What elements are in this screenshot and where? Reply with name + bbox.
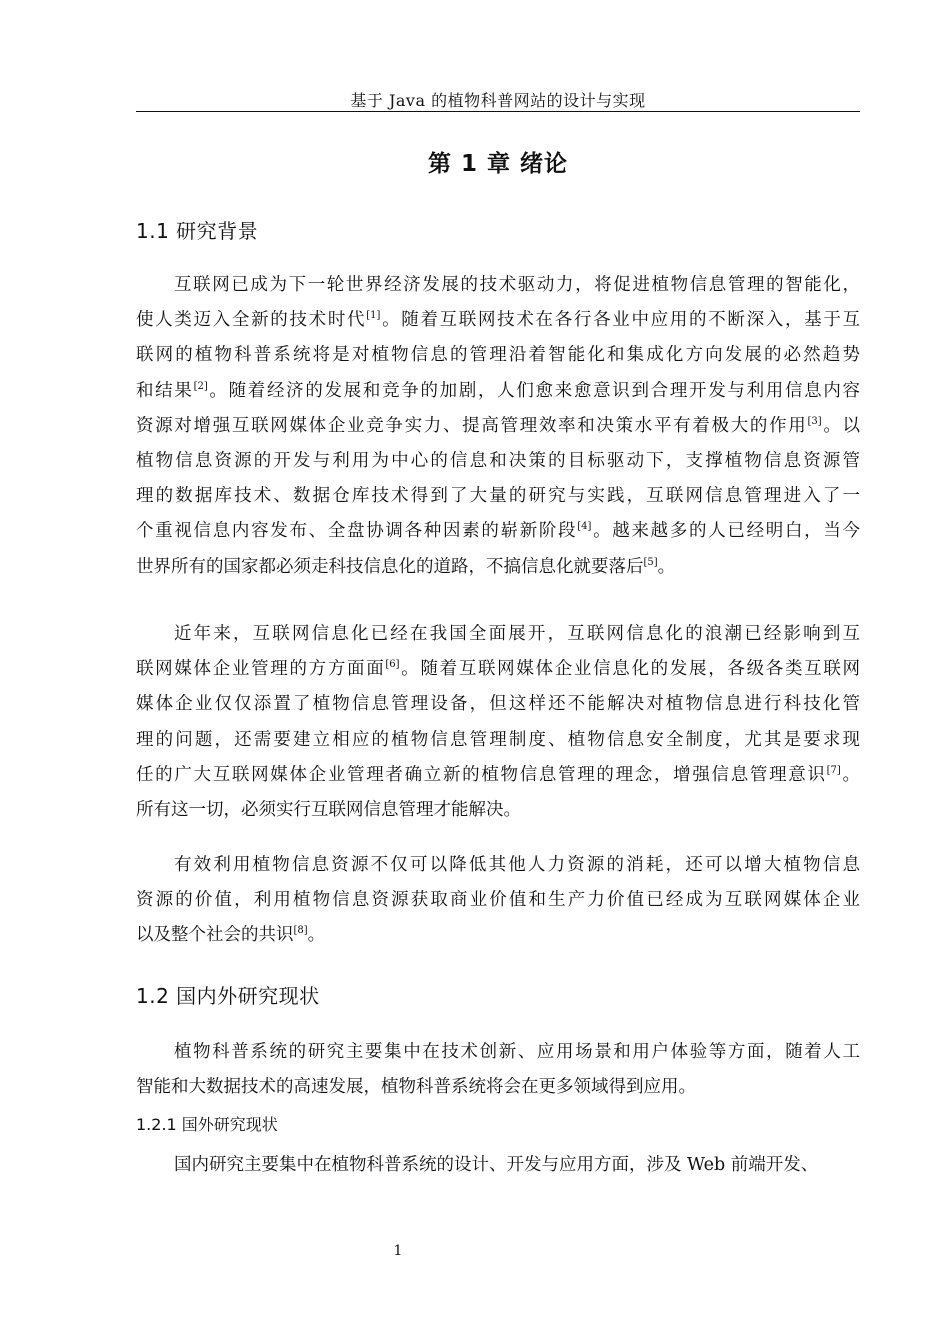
page-number: 1 — [393, 1243, 403, 1259]
paragraph-line — [136, 514, 860, 549]
paragraph-line — [136, 409, 860, 444]
paragraph-1-1-2 — [136, 617, 860, 828]
paragraph-1-1-1 — [136, 268, 860, 585]
citation-ref: [5] — [643, 556, 658, 568]
line-text-tail: 。 — [657, 556, 676, 577]
paragraph-line — [136, 268, 860, 303]
paragraph-line — [136, 883, 860, 918]
line-text: 国内研究主要集中在植物科普系统的设计、开发与应用方面，涉及 Web 前端开发、 — [174, 1155, 819, 1175]
paragraph-line — [136, 1148, 860, 1183]
citation-ref: [1] — [366, 310, 381, 322]
paragraph-1-2-1-1 — [136, 1148, 860, 1183]
line-text: 有效利用植物信息资源不仅可以降低其他人力资源的消耗，还可以增大植物信息 — [174, 855, 860, 875]
header-rule — [136, 111, 860, 112]
line-text: 联网媒体企业管理的方方面面 — [136, 659, 386, 680]
paragraph-line — [136, 303, 860, 338]
paragraph-line — [136, 918, 860, 953]
line-text-tail: 。随着互联网媒体企业信息化的发展，各级各类互联网 — [399, 659, 861, 680]
line-text-tail: 。越来越多的人已经明白，当今 — [591, 521, 861, 542]
paragraph-1-2-1 — [136, 1035, 860, 1105]
citation-ref: [8] — [293, 925, 308, 937]
line-text: 任的广大互联网媒体企业管理者确立新的植物信息管理的理念，增强信息管理意识 — [136, 764, 827, 785]
paragraph-line — [136, 652, 860, 687]
section-heading-1-2: 1.2 国内外研究现状 — [136, 984, 320, 1008]
line-text: 以及整个社会的共识 — [136, 925, 294, 946]
paragraph-line — [136, 793, 860, 828]
line-text: 智能和大数据技术的高速发展，植物科普系统将会在更多领域得到应用。 — [136, 1077, 696, 1098]
paragraph-line — [136, 444, 860, 479]
paragraph-line — [136, 338, 860, 373]
paragraph-line — [136, 479, 860, 514]
paragraph-line — [136, 617, 860, 652]
paragraph-line — [136, 550, 860, 585]
line-text: 个重视信息内容发布、全盘协调各种因素的崭新阶段 — [136, 521, 578, 542]
citation-ref: [4] — [577, 521, 592, 533]
subsection-heading-1-2-1: 1.2.1 国外研究现状 — [136, 1115, 278, 1134]
citation-ref: [6] — [385, 659, 400, 671]
line-text: 近年来，互联网信息化已经在我国全面展开，互联网信息化的浪潮已经影响到互 — [174, 624, 860, 644]
paragraph-line — [136, 1035, 860, 1070]
line-text: 使人类迈入全新的技术时代 — [136, 310, 367, 331]
paragraph-line — [136, 1070, 860, 1105]
line-text-tail: 。 — [840, 764, 861, 785]
line-text: 媒体企业仅仅添置了植物信息管理设备，但这样还不能解决对植物信息进行科技化管 — [136, 694, 860, 715]
paragraph-line — [136, 758, 860, 793]
line-text: 植物信息资源的开发与利用为中心的信息和决策的目标驱动下，支撑植物信息资源管 — [136, 450, 860, 471]
paragraph-line — [136, 723, 860, 758]
line-text: 资源的价值，利用植物信息资源获取商业价值和生产力价值已经成为互联网媒体企业 — [136, 890, 860, 911]
citation-ref: [7] — [826, 764, 841, 776]
line-text: 世界所有的国家都必须走科技信息化的道路，不搞信息化就要落后 — [136, 556, 644, 577]
line-text-tail: 。 — [307, 925, 326, 946]
line-text: 所有这一切，必须实行互联网信息管理才能解决。 — [136, 799, 521, 820]
line-text: 理的问题，还需要建立相应的植物信息管理制度、植物信息安全制度，尤其是要求现 — [136, 729, 860, 750]
running-header: 基于 Java 的植物科普网站的设计与实现 — [350, 91, 646, 110]
line-text-tail: 。随着经济的发展和竞争的加剧，人们愈来愈意识到合理开发与利用信息内容 — [207, 380, 861, 401]
citation-ref: [2] — [193, 380, 208, 392]
section-heading-1-1: 1.1 研究背景 — [136, 219, 259, 243]
paragraph-line — [136, 687, 860, 722]
citation-ref: [3] — [807, 415, 822, 427]
line-text: 植物科普系统的研究主要集中在技术创新、应用场景和用户体验等方面，随着人工 — [174, 1042, 860, 1062]
line-text: 互联网已成为下一轮世界经济发展的技术驱动力，将促进植物信息管理的智能化， — [174, 275, 860, 295]
paragraph-line — [136, 848, 860, 883]
chapter-title: 第 1 章 绪论 — [427, 151, 569, 177]
line-text-tail: 。随着互联网技术在各行各业中应用的不断深入，基于互 — [380, 310, 861, 331]
line-text: 资源对增强互联网媒体企业竞争实力、提高管理效率和决策水平有着极大的作用 — [136, 415, 808, 436]
paragraph-line — [136, 374, 860, 409]
line-text: 和结果 — [136, 380, 194, 401]
line-text-tail: 。以 — [821, 415, 861, 436]
paragraph-1-1-3 — [136, 848, 860, 954]
line-text: 理的数据库技术、数据仓库技术得到了大量的研究与实践，互联网信息管理进入了一 — [136, 486, 860, 507]
line-text: 联网的植物科普系统将是对植物信息的管理沿着智能化和集成化方向发展的必然趋势 — [136, 345, 860, 366]
